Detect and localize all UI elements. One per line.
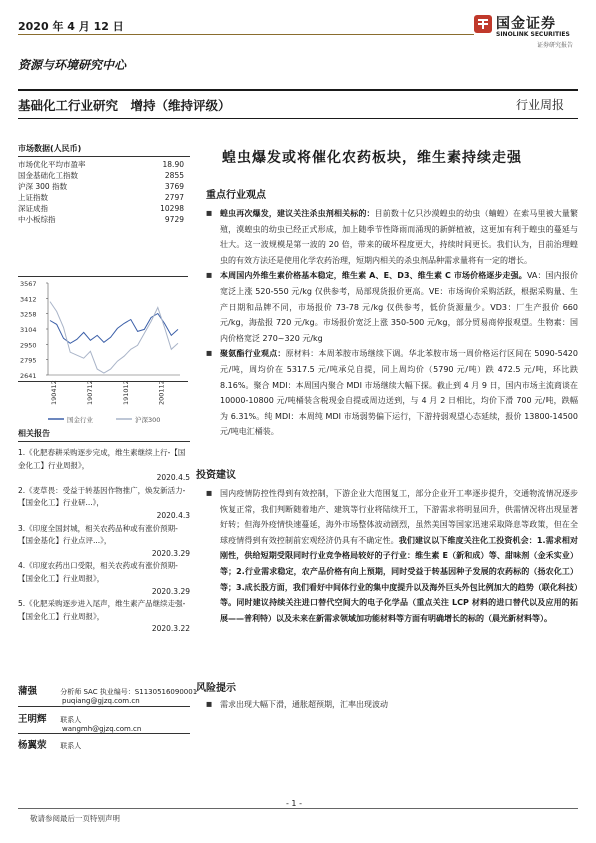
report-text: 2.《麦草畏：受益于转基因作物推广，焕发新活力-【国金化工】行业研...》， (18, 485, 186, 508)
section-title: 重点行业观点 (206, 190, 266, 201)
report-item[interactable] (18, 485, 190, 523)
market-row (18, 181, 190, 192)
author-divider (18, 706, 190, 707)
y-tick-label: 3104 (20, 326, 37, 334)
market-label: 中小板综指 (18, 215, 56, 224)
x-tick-label: 200112 (157, 380, 166, 405)
index-chart-svg (18, 277, 188, 425)
author-name: 王明辉 (18, 714, 47, 725)
footer-rule (18, 808, 578, 809)
market-row (18, 192, 190, 203)
author-email[interactable]: wangmh@gjzq.com.cn (62, 725, 142, 733)
viewpoint-list (206, 206, 578, 440)
report-text: 3.《印度全国封城，相关农药品种或有涨价预期-【国金基化】行业点评...》， (18, 523, 178, 546)
related-reports-title: 相关报告 (18, 428, 190, 442)
report-date: 2020.4.3 (156, 510, 190, 520)
report-text: 5.《化肥采购逐步进入尾声，维生素产品继续走强-【国金化工】行业周报》， (18, 599, 186, 621)
market-row (18, 159, 190, 170)
y-tick-label: 3567 (20, 280, 37, 288)
page-number: - 1 - (286, 799, 302, 808)
footer-disclaimer: 敬请参阅最后一页特别声明 (30, 814, 120, 823)
legend-label: 国金行业 (67, 416, 93, 424)
viewpoint-pu (206, 346, 578, 440)
y-tick-label: 3258 (20, 310, 37, 319)
report-item[interactable] (18, 560, 190, 598)
market-value: 18.90 (162, 160, 184, 169)
report-date: 2020 年 4 月 12 日 (18, 20, 124, 33)
report-type: 基础化工行业研究 增持（维持评级） (18, 98, 231, 113)
report-text: 1.《化肥春耕采购逐步完成，维生素继续上行-【国金化工】行业周报》， (18, 448, 186, 470)
y-tick-label: 2641 (20, 372, 37, 380)
viewpoint-text: 原材料：本周苯胺市场继续下调。华北苯胺市场一周价格运行区间在 5090-5420 元/吨，周均价在 5317.5 元/吨承兑自提，同上周均价（5790 元/吨）跌 472.5 元/吨，环比跌 8.16%。聚合 MDI：本周国内聚合 MDI 市场继续大幅下探。截止到 4 月 9 日，国内市场主流商谈在 10000-10800 元/吨桶装含税现金自提或周边送到，与 4 月 2 日相比，均价下滑 700 元/吨，跌幅为 6.31%。纯 MDI：本周纯 MDI 市场弱势偏下运行，下游持弱观望心态延续，报价 13800-14500 元/吨电汇桶装。 (220, 349, 578, 437)
viewpoint-text: 目前数十亿只沙漠蝗虫的幼虫（蝻蝗）在索马里被大量繁殖，漠蝗虫的幼虫已经正式形成，加上随季节性降雨而涌现的新鲜植被，这更加有利于蝗虫的蔓延与壮大。这一波规模是第一波的 20 倍，带来的破坏程度更大，持续时间更长。我们认为，目前治理蝗虫的有效方法还是使用化学农药治理，短期内相关的杀虫剂品种需求量将有一定的增长。 (220, 209, 579, 265)
market-value: 3769 (164, 182, 184, 191)
report-category: 行业周报 (515, 98, 564, 112)
report-date: 2020.3.29 (151, 548, 190, 558)
advice-paragraph (206, 486, 578, 626)
report-item[interactable] (18, 447, 190, 485)
risk-item (206, 697, 578, 713)
risk-list (206, 697, 578, 713)
viewpoint-vitamin (206, 268, 578, 346)
report-date: 2020.3.29 (151, 586, 190, 596)
series-line-0 (50, 314, 178, 344)
author-title: 联系人 (60, 716, 82, 724)
author-email[interactable]: puqiang@gjzq.com.cn (62, 697, 140, 705)
logo-mark-icon (474, 15, 492, 33)
y-tick-label: 2950 (20, 341, 37, 350)
section-title: 投资建议 (196, 470, 236, 481)
section-title: 风险提示 (196, 683, 236, 694)
market-value: 10298 (160, 204, 184, 213)
market-label: 上证指数 (18, 193, 48, 202)
market-row (18, 203, 190, 214)
author-block (18, 711, 141, 733)
viewpoint-text: VA：国内报价宽泛上涨 520-550 元/kg 仅供参考，局部现货报价更高。VE：市场询价采购活跃，根据采购量、生产日期和品牌不同，市场报价 73-78 元/kg 仅供参考，低价货源量少。VD3：厂生产报价 660 元/kg，海盐报 720 元/kg。市场报价宽泛上涨 350-500 元/kg，部分贸易商停报观望。生物素：国内价格宽泛 270~320 元/kg (220, 271, 578, 343)
market-data (18, 143, 190, 225)
risk-text: 需求出现大幅下滑，通胀超预期，汇率出现波动 (220, 700, 388, 709)
report-date: 2020.3.22 (151, 624, 190, 634)
related-reports (18, 428, 190, 636)
logo-en: SINOLINK SECURITIES (496, 31, 570, 38)
logo-cn: 国金证券 (496, 16, 556, 32)
x-tick-label: 190712 (85, 380, 94, 405)
market-value: 2855 (164, 171, 184, 180)
viewpoint-lead: 蝗虫再次爆发，建议关注杀虫剂相关标的： (220, 209, 375, 218)
y-tick-label: 2795 (20, 356, 37, 365)
market-label: 市场优化平均市盈率 (18, 160, 86, 169)
report-text: 4.《印度农药出口受限，相关农药或有涨价预期-【国金化工】行业周报》， (18, 561, 178, 583)
viewpoint-lead: 聚氨酯行业观点： (220, 349, 286, 359)
logo (474, 13, 584, 49)
x-tick-label: 190412 (50, 380, 58, 405)
author-block (18, 737, 81, 751)
market-label: 深证成指 (18, 204, 48, 213)
author-title: 联系人 (60, 742, 82, 750)
report-item[interactable] (18, 523, 190, 561)
market-value: 2797 (164, 193, 184, 202)
viewpoint-lead: 本周国内外维生素价格基本稳定，维生素 A、E、D3、维生素 C 市场价格逐步走强。 (220, 271, 527, 281)
author-block (18, 683, 197, 705)
main-title: 蝗虫爆发或将催化农药板块，维生素持续走强 (222, 150, 522, 166)
viewpoint-locust (206, 206, 578, 268)
report-item[interactable] (18, 598, 190, 636)
y-tick-label: 3412 (20, 295, 37, 304)
investment-advice (206, 486, 578, 626)
x-tick-label: 191012 (121, 380, 130, 405)
series-line-1 (50, 302, 178, 374)
market-label: 沪深 300 指数 (18, 182, 68, 191)
market-row (18, 214, 190, 225)
logo-sub: 证券研究报告 (537, 42, 574, 49)
index-chart (18, 276, 188, 424)
research-center: 资源与环境研究中心 (18, 58, 127, 72)
legend-label: 沪深300 (135, 416, 161, 424)
report-date: 2020.4.5 (156, 473, 190, 483)
advice-lead: 我们建议以下维度关注化工投资机会：1.需求相对刚性，供给短期受限同时行业竞争格局较好的子行业：维生素 E（新和成）等、甜味剂（金禾实业）等；2.行业需求稳定，农产品价格有向上预期，同时受益于转基因种子发展的农药标的（扬农化工）等；3.成长股方面，我们看好中间体行业的集中度提升以及海外巨头外包比例加大的趋势（联化科技）等。同时建议持续关注进口替代空间大的电子化学品（重点关注 LCP 材料的进口替代以及应用的拓展——普利特）以及未来在新需求领域加功能材料等方面有明确增长的标的（晨光新材料等）。 (220, 535, 579, 623)
market-data-title: 市场数据(人民币) (18, 143, 190, 157)
author-name: 杨翼荥 (18, 740, 47, 751)
market-value: 9729 (164, 215, 184, 224)
author-name: 蒲强 (18, 686, 38, 697)
market-label: 国金基础化工指数 (18, 171, 78, 180)
header-rule (18, 34, 474, 35)
market-row (18, 170, 190, 181)
report-type-bar (18, 89, 578, 119)
author-divider (18, 733, 190, 734)
advice-text: 国内疫情防控性得到有效控制，下游企业大范围复工，部分企业开工率逐步提升，交通物流情况逐步恢复正常，我们判断随着地产、建筑等行业将陆续开工，下游需求将明显回升，供需情况将出现显著好转；但海外疫情快速蔓延，海外市场整体波动剧烈，虽然美国等国家迅速采取降息等政策，但在全球疫情得到有效控制前宏观经济仍具有不确定性。 (220, 489, 578, 545)
author-title: 分析师 SAC 执业编号：S1130516090001 (60, 688, 198, 696)
